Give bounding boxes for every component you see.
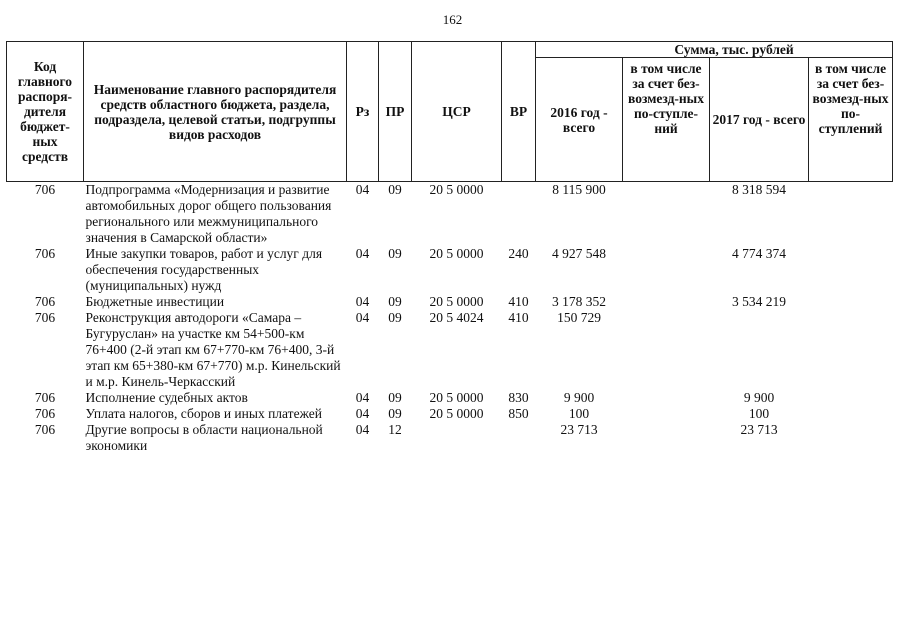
cell-csr: 20 5 0000 <box>429 294 484 309</box>
cell-sum-2017: 4 774 374 <box>732 246 786 261</box>
cell-sum-2016: 9 900 <box>563 390 595 405</box>
cell-name: Подпрограмма «Модернизация и развитие автомобильных дорог общего пользования регионального или межмуниципального значения в Самарской области» <box>85 182 332 245</box>
table-row <box>7 422 893 454</box>
cell-sum-2017: 3 534 219 <box>732 294 786 309</box>
cell-sum-2016: 3 178 352 <box>552 294 606 309</box>
cell-free-2017 <box>809 406 893 422</box>
cell-free-2017 <box>809 294 893 310</box>
cell-vr: 240 <box>508 246 529 261</box>
header-sum-2017-free: в том числе за счет без-возмезд-ных по-ступлений <box>809 58 893 182</box>
cell-code: 706 <box>34 422 56 437</box>
cell-name: Исполнение судебных актов <box>85 390 248 405</box>
cell-name: Другие вопросы в области национальной экономики <box>85 422 323 453</box>
cell-vr <box>502 182 536 247</box>
cell-sum-2017: 8 318 594 <box>732 182 786 197</box>
cell-pr: 09 <box>388 246 402 261</box>
cell-code: 706 <box>34 294 56 309</box>
cell-csr: 20 5 0000 <box>429 246 484 261</box>
cell-csr: 20 5 0000 <box>429 390 484 405</box>
cell-free-2016 <box>623 406 710 422</box>
header-sum-title: Сумма, тыс. рублей <box>536 42 893 58</box>
cell-vr: 850 <box>508 406 529 421</box>
cell-free-2017 <box>809 390 893 406</box>
budget-table <box>6 41 893 454</box>
table-row <box>7 310 893 390</box>
cell-pr: 09 <box>388 182 402 197</box>
cell-free-2016 <box>623 310 710 390</box>
cell-free-2017 <box>809 182 893 247</box>
header-pr: ПР <box>379 42 412 182</box>
cell-vr: 410 <box>508 294 529 309</box>
header-vr: ВР <box>502 42 536 182</box>
cell-sum-2017: 100 <box>748 406 770 421</box>
cell-pr: 09 <box>388 310 402 325</box>
cell-pr: 09 <box>388 406 402 421</box>
cell-rz: 04 <box>355 406 370 421</box>
cell-name: Реконструкция автодороги «Самара – Бугуруслан» на участке км 54+500-км 76+400 (2-й этап км 67+770-км 76+400, 3-й этап км 65+380-км 67+770) м.р. Кинельский и м.р. Кинель-Черкасский <box>85 310 341 389</box>
cell-free-2016 <box>623 294 710 310</box>
cell-rz: 04 <box>355 182 370 197</box>
cell-free-2016 <box>623 390 710 406</box>
cell-sum-2016: 150 729 <box>557 310 601 325</box>
cell-pr: 09 <box>388 294 402 309</box>
header-sum-2017: 2017 год - всего <box>710 58 809 182</box>
cell-csr <box>412 422 502 454</box>
cell-name: Иные закупки товаров, работ и услуг для обеспечения государственных (муниципальных) нужд <box>85 246 323 293</box>
header-name: Наименование главного распорядителя средств областного бюджета, раздела, подраздела, целевой статьи, подгруппы видов расходов <box>84 42 347 182</box>
cell-sum-2017: 9 900 <box>743 390 775 405</box>
cell-name: Уплата налогов, сборов и иных платежей <box>85 406 322 421</box>
table-row <box>7 246 893 294</box>
header-rz: Рз <box>347 42 379 182</box>
cell-rz: 04 <box>355 246 370 261</box>
cell-sum-2016: 100 <box>568 406 590 421</box>
cell-code: 706 <box>34 406 56 421</box>
cell-free-2017 <box>809 246 893 294</box>
cell-csr: 20 5 0000 <box>429 406 484 421</box>
cell-vr <box>502 422 536 454</box>
cell-free-2017 <box>809 422 893 454</box>
cell-sum-2017 <box>710 310 809 390</box>
cell-vr: 410 <box>508 310 529 325</box>
table-header <box>7 42 893 182</box>
header-code: Код главного распоря-дителя бюджет-ных средств <box>7 42 84 182</box>
cell-csr: 20 5 0000 <box>429 182 484 197</box>
cell-pr: 12 <box>388 422 402 437</box>
cell-sum-2016: 23 713 <box>560 422 598 437</box>
cell-code: 706 <box>34 246 56 261</box>
cell-free-2017 <box>809 310 893 390</box>
header-sum-2016: 2016 год - всего <box>536 58 623 182</box>
cell-free-2016 <box>623 246 710 294</box>
cell-sum-2016: 8 115 900 <box>552 182 606 197</box>
cell-rz: 04 <box>355 310 370 325</box>
cell-free-2016 <box>623 422 710 454</box>
cell-rz: 04 <box>355 422 370 437</box>
cell-sum-2016: 4 927 548 <box>552 246 606 261</box>
cell-csr: 20 5 4024 <box>429 310 484 325</box>
table-row <box>7 390 893 406</box>
table-body <box>7 182 893 455</box>
header-sum-2016-free: в том числе за счет без-возмезд-ных по-ступле-ний <box>623 58 710 182</box>
cell-code: 706 <box>34 182 56 197</box>
cell-name: Бюджетные инвестиции <box>85 294 225 309</box>
cell-code: 706 <box>34 310 56 325</box>
cell-rz: 04 <box>355 390 370 405</box>
cell-vr: 830 <box>508 390 529 405</box>
table-row <box>7 294 893 310</box>
page-number: 162 <box>442 12 463 27</box>
cell-rz: 04 <box>355 294 370 309</box>
cell-sum-2017: 23 713 <box>740 422 778 437</box>
cell-code: 706 <box>34 390 56 405</box>
header-csr: ЦСР <box>412 42 502 182</box>
cell-free-2016 <box>623 182 710 247</box>
cell-pr: 09 <box>388 390 402 405</box>
table-row <box>7 406 893 422</box>
table-row <box>7 182 893 247</box>
